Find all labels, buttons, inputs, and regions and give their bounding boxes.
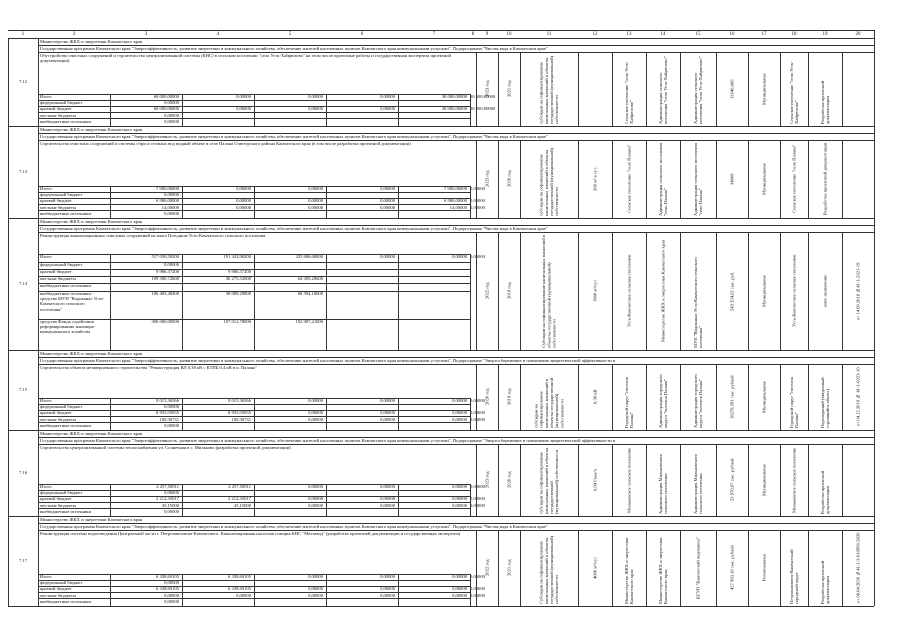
financing-value: 0,00000 [470,484,485,489]
financing-value: 14,00000 [449,204,467,210]
row-id: 7.14 [18,281,28,286]
financing-source-label: краевой бюджет [40,410,72,416]
attribute-c15: Администрация городского округа "поселок Палана" [692,374,703,428]
attribute-c20: от 04.12.2019 № 41-1-0323-19 [855,367,861,427]
financing-value: 45,15000 [233,502,251,508]
column-number-header: 3 [110,30,182,39]
financing-value: 0,00000 [380,484,395,489]
financing-value: 2 212,35017 [156,496,179,502]
financing-value: 6 338,69105 [228,586,251,592]
financing-value: 0,00000 [164,192,179,198]
grid-line [874,30,875,606]
column-number-header: 7 [398,30,470,39]
attribute-c10: 2020 год [506,471,512,489]
financing-value: 0,00000 [308,94,323,99]
financing-source-label: местные бюджеты [40,592,76,598]
financing-value: 0,00000 [308,484,323,489]
financing-value: 0,00000 [164,592,179,598]
attribute-c14: Министерство ЖКХ и энергетики Камчатского края [660,239,666,343]
object-title: Строительство очистных сооружений и системы сброса сточных вод водный объект в селе Палана Олюторского района Камчатского края (в том числе разработка проектной документации) [40,141,411,146]
column-number-header: 19 [808,30,842,39]
financing-value: 30 000,00000 [441,94,467,99]
attribute-c12: 0,38 кВ [592,389,598,405]
program-label: Государственная программа Камчатского края "Энергоэффективность, развитие энергетики и коммунального хозяйства, обеспечение жителей населенных пунктов Камчатского края коммунальными услугами". Подпрограмма "Чистая вода в Камчатском крае" [40,45,548,51]
financing-value: 0,00000 [380,410,395,416]
financing-value: 0,00000 [308,186,323,191]
financing-value: 0,00000 [164,210,179,216]
ministry-label: Министерство ЖКХ и энергетики Камчатского края [40,351,143,356]
financing-value: 0,00000 [308,106,323,112]
attribute-c18: Городской округ "поселок Палана" [788,376,799,428]
attribute-c20: от 08.04.2020 №41-1-3-010956-2020 [855,532,861,604]
financing-value: 325 686,60000 [295,254,323,259]
financing-value: 30 000,00000 [470,106,496,112]
attribute-c19: Разработка проектной документации [819,80,830,124]
financing-value: 0,00000 [452,484,467,489]
column-number-header: 6 [326,30,398,39]
attribute-c10: 2019 год [506,282,512,300]
financing-value: 0,00000 [470,254,485,259]
financing-value: 0,00000 [452,592,467,598]
grid-line [38,218,39,350]
financing-value: 0,00000 [164,112,179,118]
column-number-header: 1 [8,30,38,39]
financing-source-label: Итого [40,574,52,579]
financing-value: 0,00000 [452,416,467,422]
financing-value: 0,00000 [236,94,251,99]
financing-value: 9 015,36566 [156,398,179,403]
attribute-c13: Сельское поселение "село Палана" [626,144,632,214]
attribute-c10: 2021 год [506,80,512,98]
ministry-label: Министерство ЖКХ и энергетики Камчатского края [40,431,143,436]
financing-value: 109 580,72600 [151,276,179,281]
financing-value: 0,00000 [308,502,323,508]
program-label: Государственная программа Камчатского края "Энергоэффективность, развитие энергетики и коммунального хозяйства, обеспечение жителей населенных пунктов Камчатского края коммунальными услугами". Подпрограмма "Чистая вода в Камчатском крае" [40,225,548,231]
financing-value: 0,00000 [380,416,395,422]
financing-value: 60 000,00000 [153,106,179,112]
grid-line [8,516,9,606]
ministry-label: Министерство ЖКХ и энергетики Камчатского края [40,127,143,132]
attribute-c20: от 14.09.2018 №41-1-2621-19 [855,262,861,320]
attribute-c12: 200 м³ в сут. [592,167,598,191]
financing-value: 0,00000 [164,100,179,106]
attribute-c15: КГУП "Камчатский водоканал" [695,537,701,599]
financing-value: 6 338,69105 [156,574,179,579]
attribute-c10: 2020 год [506,170,512,188]
financing-value: 68 394,18600 [297,291,323,296]
financing-value: 0,00000 [164,598,179,604]
financing-source-label: средства Фонда содействия реформированию жилищно-коммунального хозяйства [40,319,96,335]
attribute-c9: 2023 год [484,471,490,489]
grid-line [8,126,9,218]
financing-value: 0,00000 [380,198,395,204]
column-number-header: 11 [520,30,578,39]
column-number-header: 10 [498,30,520,39]
financing-source-label: федеральный бюджет [40,404,83,410]
financing-value: 0,00000 [470,592,485,598]
grid-line [38,430,39,516]
financing-value: 107 012,78000 [223,319,251,324]
grid-line [8,38,9,126]
financing-value: 0,00000 [308,204,323,210]
financing-source-label: федеральный бюджет [40,490,83,496]
column-number-header: 15 [680,30,716,39]
attribute-c19: иное назначение [822,274,828,308]
financing-value: 0,00000 [452,502,467,508]
object-title: Строительство объекта незавершенного строительства "Реконструкция ВЛ 0,38 кВ с КТПБ 0,4 кВ в п. Палана" [40,365,258,370]
grid-line [8,30,874,31]
financing-value: 0,00000 [380,574,395,579]
financing-value: 0,00000 [470,586,485,592]
financing-value: 0,00000 [470,496,485,502]
financing-source-label: краевой бюджет [40,269,72,274]
column-number-header: 20 [842,30,874,39]
column-number-header: 17 [748,30,780,39]
financing-value: 0,00000 [470,198,485,204]
financing-value: 0,00000 [308,398,323,403]
financing-value: 0,00000 [308,574,323,579]
financing-source-label: внебюджетные источники - средства МУП "Водоканал Усть-Камчатского сельского поселения" [40,291,105,312]
financing-value: 0,00000 [380,204,395,210]
attribute-c20 [842,446,874,514]
attribute-c15: МУП "Водоканал Усть-Камчатского сельского поселения" [692,257,703,348]
ministry-label: Министерство ЖКХ и энергетики Камчатского края [40,219,143,224]
financing-value: 9 015,36566 [228,398,251,403]
financing-value: 8 835,05835 [156,410,179,416]
financing-value: 30 000,00000 [441,106,467,112]
attribute-c14: Администрация Мильковского сельского поселения [657,453,668,514]
financing-value: 300 000,00000 [151,319,179,324]
financing-source-label: краевой бюджет [40,586,72,592]
financing-value: 0,00000 [308,586,323,592]
financing-value: 0,00000 [308,410,323,416]
row-id: 7.16 [18,470,28,475]
grid-line [8,218,9,350]
attribute-c17: Муниципальная [761,163,767,195]
financing-value: 0,00000 [380,106,395,112]
financing-value: 2 212,35017 [228,496,251,502]
financing-value: 14,00000 [161,204,179,210]
financing-value: 192 987,21000 [295,319,323,324]
attribute-c13: Городской округ "поселок Палана" [623,376,634,428]
financing-value: 8 835,05835 [228,410,251,416]
financing-source-label: местные бюджеты [40,502,76,508]
object-title: Реконструкция системы водоотведения Центральной части г. Петропавловска-Камчатского. Канализационная насосная станция КНС "Мехзавод" (разработка проектной документации и государственная экспертиза) [40,531,461,536]
financing-value: 191 343,98200 [223,254,251,259]
attribute-c10: 2021 год [506,559,512,577]
financing-source-label: федеральный бюджет [40,580,83,586]
financing-value: 0,00000 [236,186,251,191]
financing-value: 38 089,29800 [225,291,251,296]
attribute-c9: 2022 год [484,559,490,577]
attribute-c18: Усть-Камчатское сельское поселение [791,254,797,328]
financing-source-label: местные бюджеты [40,416,76,422]
financing-value: 30 000,00000 [470,94,496,99]
column-number-header: 4 [182,30,254,39]
attribute-c20 [842,142,874,216]
attribute-c12: 0,04 Гкал/ч [592,469,598,491]
column-number-header: 2 [38,30,110,39]
grid-line [8,350,9,430]
financing-source-label: краевой бюджет [40,496,72,502]
attribute-c18: Петропавловск-Камчатский городской округ [788,549,799,604]
financing-source-label: местные бюджеты [40,204,76,210]
object-title: Реконструкция канализационных очистных сооружений на мысе Погодном Усть-Камчатского сельского поселения [40,233,266,238]
financing-source-label: Итого [40,94,52,99]
attribute-c14: Администрация сельского поселения "село Палана" [657,143,668,216]
financing-value: 0,00000 [308,416,323,422]
financing-value: 0,00000 [470,574,485,579]
attribute-c16: 427 983,18 тыс. рублей [729,545,735,591]
financing-source-label: краевой бюджет [40,198,72,204]
financing-value: 0,00000 [452,496,467,502]
attribute-c15: Администрация сельского поселения "село Усть-Хайрюзово" [692,56,703,124]
column-number-header: 16 [716,30,748,39]
financing-value: 6 986,00000 [156,198,179,204]
attribute-c17: Региональная [761,554,767,582]
financing-value: 6 338,69105 [228,574,251,579]
attribute-c13: Усть-Камчатское сельское поселение [626,254,632,328]
financing-value: 6 338,69105 [156,586,179,592]
financing-value: 180,30731 [159,416,179,422]
attribute-c14: Администрация городского округа "поселок Палана" [657,374,668,428]
attribute-c9: 2023 год [484,170,490,188]
attribute-c19: Переходящий (введенный строящийся объект) [819,377,830,428]
attribute-c15: Администрация сельского поселения "село Палана" [692,143,703,216]
financing-value: 60 000,00000 [153,94,179,99]
financing-value: 0,00000 [380,94,395,99]
attribute-c19: Разработка проектной документации [819,560,830,604]
financing-value: 0,00000 [236,198,251,204]
grid-line [38,350,39,430]
attribute-c17: Муниципальная [761,73,767,105]
attribute-c12: 1900 м³/сут [592,279,598,303]
financing-value: 0,00000 [380,496,395,502]
financing-value: 0,00000 [164,262,179,267]
financing-value: 0,00000 [380,592,395,598]
attribute-c13: Мильковское сельское поселение [626,447,632,513]
financing-value: 106 483,48400 [151,291,179,296]
financing-value: 0,00000 [380,254,395,259]
grid-line [8,430,9,516]
financing-value: 2 257,50011 [228,484,251,489]
attribute-c15: Администрация Мильковского сельского поселения [692,453,703,514]
financing-source-label: местные бюджеты [40,112,76,118]
attribute-c12 [578,54,612,124]
program-label: Государственная программа Камчатского края "Энергоэффективность, развитие энергетики и коммунального хозяйства, обеспечение жителей населенных пунктов Камчатского края коммунальными услугами". Подпрограмма "Энергосбережение и повышение энергетической эффективности в [40,357,615,363]
financing-value: 64 305,20600 [297,276,323,281]
attribute-c9: 2023 год [484,80,490,98]
attribute-c9: 2020 год [484,388,490,406]
financing-source-label: внебюджетные источники [40,118,91,124]
attribute-c18: Сельское поселение "село Палана" [791,144,797,214]
financing-value: 0,00000 [308,198,323,204]
attribute-c13: Сельское поселение "село Усть-Хайрюзово" [623,61,634,124]
column-number-header: 8 [470,30,476,39]
attribute-c10: 2019 год [506,388,512,406]
column-number-header: 14 [646,30,680,39]
program-label: Государственная программа Камчатского края "Энергоэффективность, развитие энергетики и коммунального хозяйства, обеспечение жителей населенных пунктов Камчатского края коммунальными услугами". Подпрограмма "Чистая вода в Камчатском крае" [40,133,548,139]
object-title: Строительство централизованной системы теплоснабжения ул. Солнечная в с. Мильково (разработка проектной документации) [40,445,291,450]
financing-value: 0,00000 [380,502,395,508]
attribute-c11: субсидии на софинансирование капитальных вложений в объекты государственной (муниципальной) собственности [533,377,565,428]
financing-value: 9 986,37200 [156,269,179,274]
financing-source-label: Итого [40,484,52,489]
attribute-c13: Министерство ЖКХ и энергетики Камчатского края [623,537,634,604]
financing-source-label: внебюджетные источники [40,508,91,514]
financing-value: 0,00000 [452,574,467,579]
attribute-c16: 543 354,62 тыс. руб. [729,271,735,311]
program-label: Государственная программа Камчатского края "Энергоэффективность, развитие энергетики и коммунального хозяйства, обеспечение жителей населенных пунктов Камчатского края коммунальными услугами". Подпрограмма "Энергосбережение и повышение энергетической эффективности в [40,437,615,443]
financing-value: 0,00000 [380,586,395,592]
attribute-c11: Субсидии на софинансирование капитальных вложений в объекты государственной (муниципальной) собственности [541,234,557,348]
attribute-c12: 4000 м³/сут [592,556,598,580]
financing-source-label: федеральный бюджет [40,100,83,106]
attribute-c16: 12646,006 [729,79,735,99]
financing-source-label: внебюджетные источники [40,283,91,288]
financing-source-label: местные бюджеты [40,276,76,281]
financing-value: 0,00000 [470,204,485,210]
ministry-label: Министерство ЖКХ и энергетики Камчатского края [40,39,143,44]
attribute-c18: Сельское поселение "село Усть-Хайрюзово" [788,61,799,124]
financing-value: 0,00000 [470,416,485,422]
financing-value: 0,00000 [236,204,251,210]
attribute-c11: субсидии на софинансирование капитальных вложений в объекты государственной (муниципальной) собственности [538,55,560,124]
financing-value: 0,00000 [470,410,485,416]
financing-value: 0,00000 [452,398,467,403]
financing-value: 9 986,37200 [228,269,251,274]
object-title: Обустройство очистных сооружений и строительство централизованной системы (КНС) в сельском поселении "село Усть-Хайрюзово" на этом числе проектные работы и государственная экспертиза проектной документации) [40,53,452,64]
financing-value: 36 275,52000 [225,276,251,281]
attribute-c20 [842,54,874,124]
attribute-c11: субсидии на софинансирование капитальных вложений в объекты государственной (муниципальной) собственности [538,147,560,216]
financing-source-label: внебюджетные источники [40,210,91,216]
financing-value: 0,00000 [164,490,179,496]
row-id: 7.15 [18,387,28,392]
attribute-c19: Разработка проектной документации [822,142,828,216]
attribute-c17: Муниципальная [761,275,767,307]
financing-value: 0,00000 [164,118,179,124]
attribute-c14: Администрация сельского поселения "село Усть-Хайрюзово" [657,56,668,124]
attribute-c18: Мильковское сельское поселение [791,447,797,513]
financing-value: 517 030,58200 [151,254,179,259]
attribute-c16: 19279,391 тыс. рублей [729,375,735,419]
financing-source-label: Итого [40,254,52,259]
column-number-header: 18 [780,30,808,39]
attribute-c14: Министерство ЖКХ и энергетики Камчатского края [657,537,668,604]
row-id: 7.17 [18,558,28,563]
financing-source-label: федеральный бюджет [40,192,83,198]
financing-source-label: федеральный бюджет [40,262,83,267]
financing-value: 0,00000 [452,410,467,416]
financing-value: 2 257,50011 [156,484,179,489]
ministry-label: Министерство ЖКХ и энергетики Камчатского края [40,517,143,522]
financing-source-label: краевой бюджет [40,106,72,112]
financing-source-label: внебюджетные источники [40,422,91,428]
financing-value: 0,00000 [164,508,179,514]
financing-value: 7 000,00000 [156,186,179,191]
financing-value: 7 000,00000 [444,186,467,191]
financing-value: 6 986,00000 [444,198,467,204]
attribute-c19: Разработка проектной документации [819,470,830,514]
financing-value: 0,00000 [308,496,323,502]
attribute-c11: субсидии на софинансирование капитальных вложений в объекты государственной (муниципальной) собственности [538,447,560,514]
row-id: 7.12 [18,79,28,84]
financing-value: 0,00000 [164,422,179,428]
financing-value: 0,00000 [164,404,179,410]
attribute-c17: Муниципальная [761,381,767,413]
financing-source-label: внебюджетные источники [40,598,91,604]
column-number-header: 9 [476,30,498,39]
column-number-header: 12 [578,30,612,39]
financing-source-label: Итого [40,186,52,191]
financing-value: 0,00000 [308,592,323,598]
row-id: 7.13 [18,169,28,174]
attribute-c9: 2022 год [484,282,490,300]
attribute-c17: Муниципальная [761,464,767,496]
program-label: Государственная программа Камчатского края "Энергоэффективность, развитие энергетики и коммунального хозяйства, обеспечение жителей населенных пунктов Камчатского края коммунальными услугами". Подпрограмма "Чистая вода в Камчатском крае" [40,523,548,529]
financing-value: 0,00000 [470,502,485,508]
financing-source-label: Итого [40,398,52,403]
attribute-c16: 23 970,07 тыс. рублей [729,458,735,502]
financing-value: 0,00000 [380,186,395,191]
grid-line [8,606,874,607]
financing-value: 0,00000 [452,254,467,259]
financing-value: 180,30731 [231,416,251,422]
financing-value: 0,00000 [236,592,251,598]
attribute-c16: 34009 [729,173,735,185]
financing-value: 0,00000 [452,586,467,592]
financing-value: 45,15000 [161,502,179,508]
attribute-c11: Субсидии на софинансирование капитальных вложений в объекты государственной (муниципальной) собственности [538,535,560,604]
column-number-header: 5 [254,30,326,39]
financing-value: 0,00000 [470,398,485,403]
financing-value: 0,00000 [236,106,251,112]
financing-value: 0,00000 [380,398,395,403]
column-number-header: 13 [612,30,646,39]
financing-value: 0,00000 [470,186,485,191]
financing-value: 0,00000 [164,580,179,586]
